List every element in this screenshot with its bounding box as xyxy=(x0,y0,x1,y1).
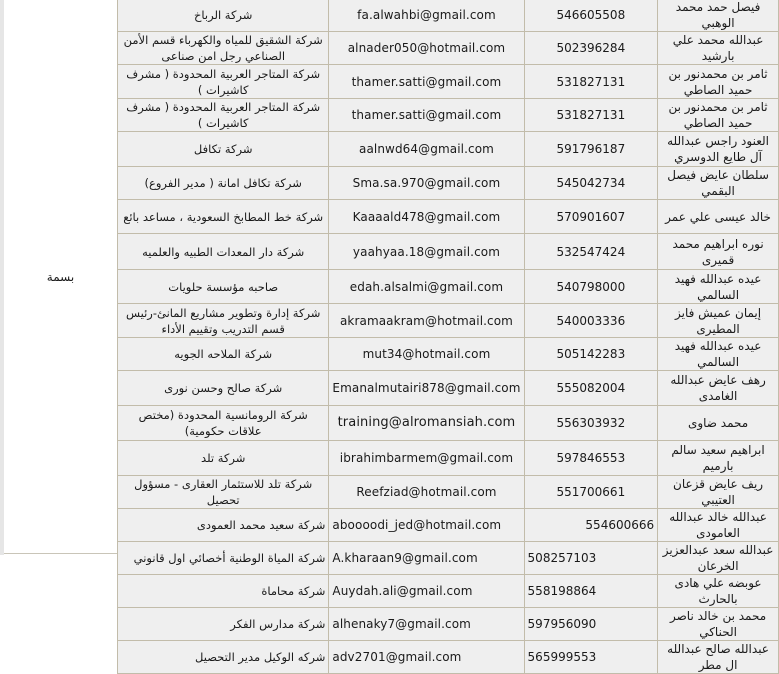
name-cell: نوره ابراهيم محمد قميرى xyxy=(658,234,779,270)
phone-cell: 505142283 xyxy=(524,338,658,371)
table-row xyxy=(118,270,779,304)
contacts-table-body xyxy=(118,0,779,674)
table-row xyxy=(118,200,779,234)
phone-cell: 532547424 xyxy=(524,234,658,270)
table-row xyxy=(118,234,779,270)
phone-cell: 597956090 xyxy=(524,608,658,641)
table-row xyxy=(118,304,779,338)
table-row xyxy=(118,0,779,32)
company-cell: شركة الرومانسية المحدودة (مختص علاقات حكومية) xyxy=(118,406,329,441)
name-cell: عيده عبدالله فهيد السالمي xyxy=(658,270,779,304)
email-cell: Reefziad@hotmail.com xyxy=(329,476,524,509)
name-cell: سلطان عايض فيصل البقمي xyxy=(658,167,779,200)
email-cell: thamer.satti@gmail.com xyxy=(329,99,524,132)
email-cell: alhenaky7@gmail.com xyxy=(329,608,524,641)
phone-cell: 565999553 xyxy=(524,641,658,674)
phone-cell: 555082004 xyxy=(524,371,658,406)
table-row xyxy=(118,65,779,99)
email-cell: thamer.satti@gmail.com xyxy=(329,65,524,99)
phone-cell: 558198864 xyxy=(524,575,658,608)
company-cell: شركة سعيد محمد العمودى xyxy=(118,509,329,542)
name-cell: ثامر بن محمدنور بن حميد الصاطي xyxy=(658,99,779,132)
phone-cell: 546605508 xyxy=(524,0,658,32)
name-cell: عبدالله خالد عبدالله العامودى xyxy=(658,509,779,542)
email-cell: edah.alsalmi@gmail.com xyxy=(329,270,524,304)
name-cell: عوبضه علي هادى بالحارث xyxy=(658,575,779,608)
company-cell: صاحبه مؤسسة حلويات xyxy=(118,270,329,304)
company-cell: شركة تكافل امانة ( مدير الفروع) xyxy=(118,167,329,200)
table-row xyxy=(118,132,779,167)
name-cell: عبدالله سعد عبدالعزيز الخرعان xyxy=(658,542,779,575)
phone-cell: 597846553 xyxy=(524,441,658,476)
email-cell: adv2701@gmail.com xyxy=(329,641,524,674)
table-row xyxy=(118,509,779,542)
phone-cell: 570901607 xyxy=(524,200,658,234)
merged-name-text: بسمة xyxy=(46,269,75,284)
company-cell: شركة الشقيق للمياه والكهرباء قسم الأمن الصناعي رجل امن صناعى xyxy=(118,32,329,65)
company-cell: شركة تلد xyxy=(118,441,329,476)
name-cell: رهف عايض عبدالله الغامدى xyxy=(658,371,779,406)
merged-name-cell xyxy=(4,0,117,554)
email-cell: ibrahimbarmem@gmail.com xyxy=(329,441,524,476)
email-cell: A.kharaan9@gmail.com xyxy=(329,542,524,575)
table-row xyxy=(118,371,779,406)
name-cell: محمد ضاوى xyxy=(658,406,779,441)
company-cell: شركة صالح وحسن نورى xyxy=(118,371,329,406)
email-cell: fa.alwahbi@gmail.com xyxy=(329,0,524,32)
company-cell: شركة الرباخ xyxy=(118,0,329,32)
table-row xyxy=(118,406,779,441)
email-cell: alnader050@hotmail.com xyxy=(329,32,524,65)
email-cell: Kaaaald478@gmail.com xyxy=(329,200,524,234)
company-cell: شركة تكافل xyxy=(118,132,329,167)
name-cell: عبدالله صالح عبدالله ال مطر xyxy=(658,641,779,674)
phone-cell: 556303932 xyxy=(524,406,658,441)
phone-cell: 545042734 xyxy=(524,167,658,200)
name-cell: ريف عايض قزعان العتيبي xyxy=(658,476,779,509)
email-cell: training@alromansiah.com xyxy=(329,406,524,441)
company-cell: شركة خط المطابخ السعودية ، مساعد بائع xyxy=(118,200,329,234)
table-row xyxy=(118,575,779,608)
contacts-table xyxy=(117,0,779,674)
company-cell: شركة دار المعدات الطبيه والعلميه xyxy=(118,234,329,270)
email-cell: aalnwd64@gmail.com xyxy=(329,132,524,167)
phone-cell: 540003336 xyxy=(524,304,658,338)
phone-cell: 502396284 xyxy=(524,32,658,65)
phone-cell: 554600666 xyxy=(524,509,658,542)
phone-cell: 531827131 xyxy=(524,99,658,132)
name-cell: محمد بن خالد ناصر الحناكي xyxy=(658,608,779,641)
company-cell: شركة المتاجر العربية المحدودة ( مشرف كاشيرات ) xyxy=(118,65,329,99)
company-cell: شركة الملاحه الجويه xyxy=(118,338,329,371)
table-row xyxy=(118,641,779,674)
table-row xyxy=(118,99,779,132)
company-cell: شركة تلد للاستثمار العقارى - مسؤول تحصيل xyxy=(118,476,329,509)
email-cell: mut34@hotmail.com xyxy=(329,338,524,371)
email-cell: akramaakram@hotmail.com xyxy=(329,304,524,338)
email-cell: yaahyaa.18@gmail.com xyxy=(329,234,524,270)
company-cell: شركه الوكيل مدير التحصيل xyxy=(118,641,329,674)
name-cell: خالد عيسى علي عمر xyxy=(658,200,779,234)
company-cell: شركة مدارس الفكر xyxy=(118,608,329,641)
phone-cell: 508257103 xyxy=(524,542,658,575)
name-cell: ابراهيم سعيد سالم بارميم xyxy=(658,441,779,476)
name-cell: العنود راجس عبدالله آل طايع الدوسري xyxy=(658,132,779,167)
company-cell: شركة المتاجر العربية المحدودة ( مشرف كاشيرات ) xyxy=(118,99,329,132)
email-cell: Sma.sa.970@gmail.com xyxy=(329,167,524,200)
phone-cell: 531827131 xyxy=(524,65,658,99)
table-row xyxy=(118,441,779,476)
name-cell: عبدالله محمد علي بارشيد xyxy=(658,32,779,65)
name-cell: ثامر بن محمدنور بن حميد الصاطي xyxy=(658,65,779,99)
email-cell: aboooodi_jed@hotmail.com xyxy=(329,509,524,542)
company-cell: شركة المياة الوطنية أخصائي اول قانوني xyxy=(118,542,329,575)
company-cell: شركة محاماة xyxy=(118,575,329,608)
table-row xyxy=(118,167,779,200)
phone-cell: 551700661 xyxy=(524,476,658,509)
phone-cell: 591796187 xyxy=(524,132,658,167)
email-cell: Auydah.ali@gmail.com xyxy=(329,575,524,608)
table-row xyxy=(118,338,779,371)
phone-cell: 540798000 xyxy=(524,270,658,304)
name-cell: إيمان عميش فايز المطيرى xyxy=(658,304,779,338)
table-row xyxy=(118,542,779,575)
company-cell: شركة إدارة وتطوير مشاريع المانئ-رئيس قسم التدريب وتقييم الأداء xyxy=(118,304,329,338)
table-row xyxy=(118,608,779,641)
name-cell: عيده عبدالله فهيد السالمي xyxy=(658,338,779,371)
table-row xyxy=(118,476,779,509)
name-cell: فيصل حمد محمد الوهبي xyxy=(658,0,779,32)
table-row xyxy=(118,32,779,65)
email-cell: Emanalmutairi878@gmail.com xyxy=(329,371,524,406)
